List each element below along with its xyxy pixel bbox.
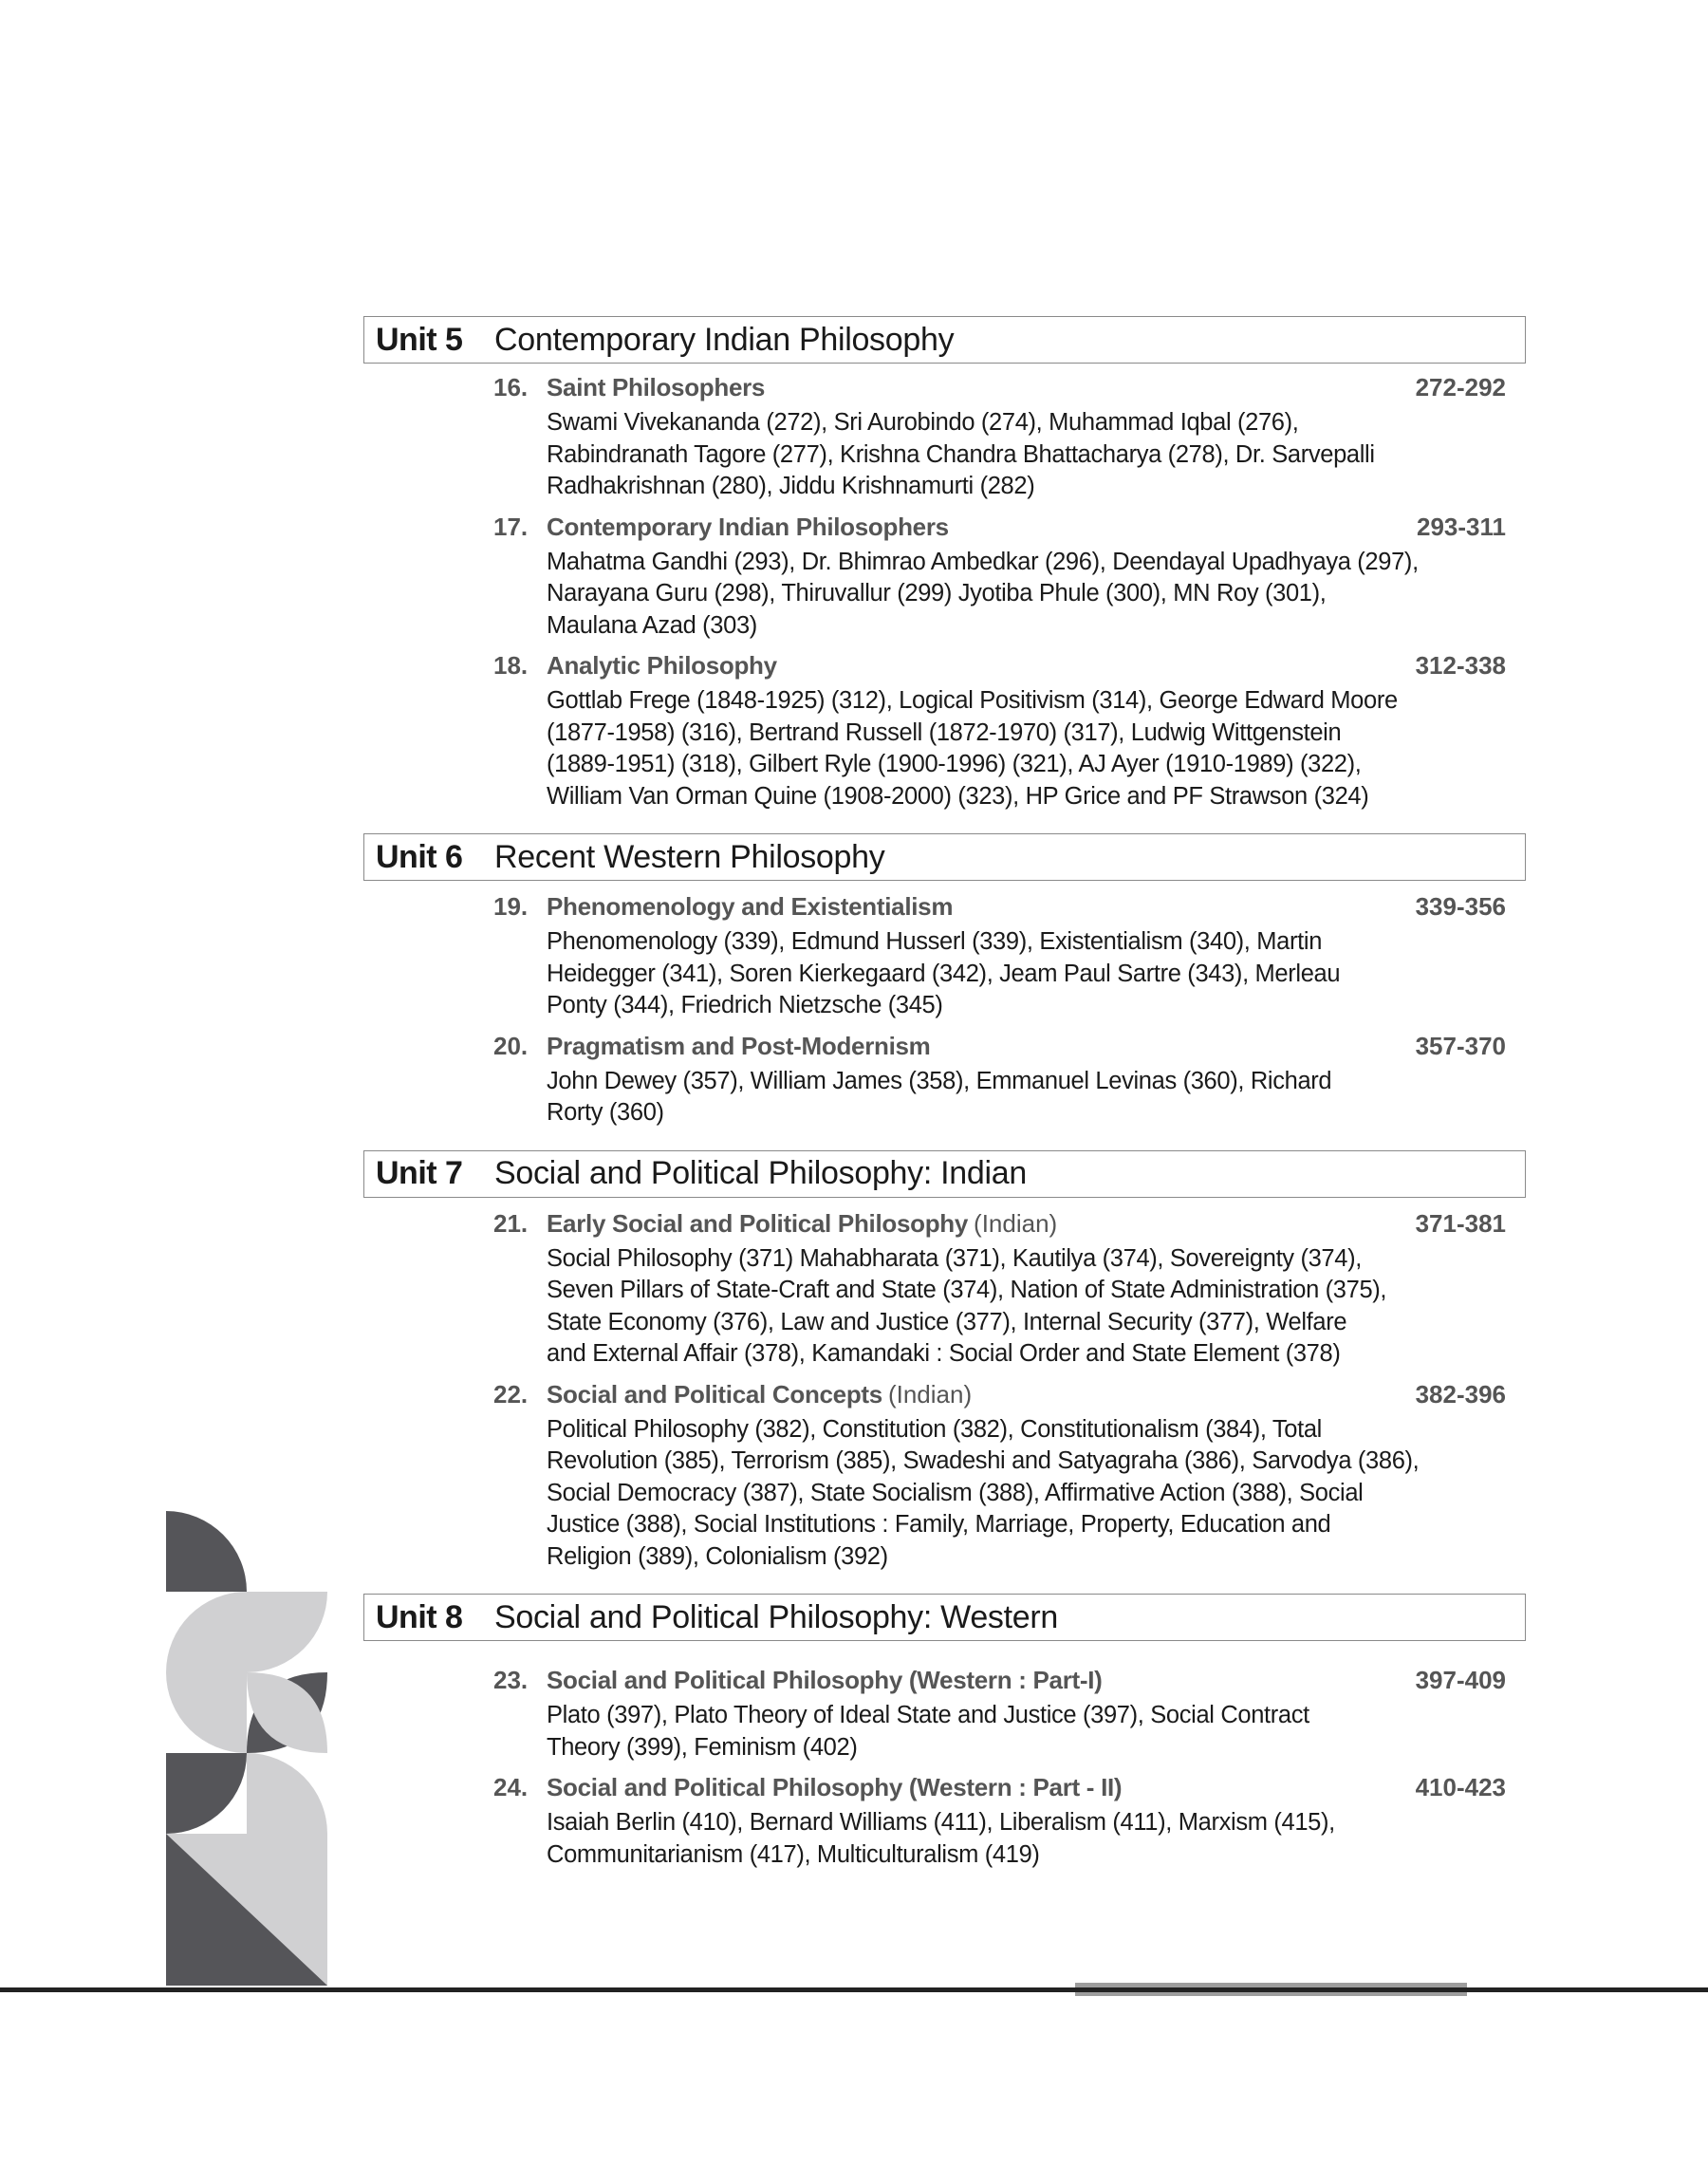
topic-line: Mahatma Gandhi (293), Dr. Bhimrao Ambedkar (296), Deendayal Upadhyaya (297), bbox=[547, 548, 1419, 575]
chapter-entry bbox=[493, 513, 1506, 643]
topic-line: Theory (399), Feminism (402) bbox=[547, 1733, 858, 1761]
unit-header bbox=[363, 833, 1526, 881]
chapter-number: 23. bbox=[493, 1666, 529, 1694]
topic-line: Plato (397), Plato Theory of Ideal State and Justice (397), Social Contract bbox=[547, 1702, 1309, 1728]
topic-line: John Dewey (357), William James (358), Emmanuel Levinas (360), Richard bbox=[547, 1067, 1332, 1094]
chapter-topics bbox=[547, 926, 1506, 1022]
chapter-heading bbox=[493, 892, 1506, 926]
deco-dark-quarter-circle-lower bbox=[166, 1753, 247, 1834]
topic-line: (1877-1958) (316), Bertrand Russell (1872-1970) (317), Ludwig Wittgenstein bbox=[547, 718, 1342, 746]
chapter-title-suffix: (Indian) bbox=[974, 1208, 1058, 1238]
chapter-entry bbox=[493, 373, 1506, 503]
chapter-number: 17. bbox=[493, 512, 529, 541]
bottom-rule bbox=[0, 1987, 1708, 1992]
deco-light-quarter-circle-lower bbox=[247, 1753, 327, 1834]
chapter-page-range: 312-338 bbox=[1415, 651, 1506, 680]
chapter-topics bbox=[547, 1243, 1506, 1371]
chapter-page-range: 397-409 bbox=[1415, 1666, 1506, 1694]
deco-light-quarter-circle bbox=[247, 1592, 327, 1672]
chapter-heading bbox=[493, 651, 1506, 685]
chapter-title: Saint Philosophers bbox=[547, 373, 766, 401]
chapter-title: Phenomenology and Existentialism bbox=[547, 892, 954, 921]
chapter-topics bbox=[547, 1066, 1506, 1129]
chapter-entry bbox=[493, 1666, 1506, 1763]
chapter-topics bbox=[547, 1807, 1506, 1871]
chapter-number: 19. bbox=[493, 892, 529, 921]
chapter-title: Contemporary Indian Philosophers bbox=[547, 512, 949, 541]
unit-title: Social and Political Philosophy: Western bbox=[494, 1598, 1059, 1635]
unit-number: Unit 8 bbox=[376, 1598, 463, 1635]
unit-number: Unit 7 bbox=[376, 1155, 463, 1191]
unit-header bbox=[363, 1150, 1526, 1198]
chapter-page-range: 357-370 bbox=[1415, 1031, 1506, 1060]
topic-line: Rorty (360) bbox=[547, 1099, 664, 1126]
table-of-contents bbox=[363, 316, 1526, 1871]
unit-title: Recent Western Philosophy bbox=[494, 838, 885, 875]
chapter-heading bbox=[493, 1380, 1506, 1414]
topic-line: Maulana Azad (303) bbox=[547, 611, 757, 639]
chapter-number: 16. bbox=[493, 373, 529, 401]
unit-header bbox=[363, 316, 1526, 364]
topic-line: Religion (389), Colonialism (392) bbox=[547, 1542, 888, 1570]
chapter-entry bbox=[493, 651, 1506, 812]
chapter-topics bbox=[547, 547, 1506, 643]
topic-line: (1889-1951) (318), Gilbert Ryle (1900-1996) (321), AJ Ayer (1910-1989) (322), bbox=[547, 751, 1362, 777]
chapter-title: Social and Political Philosophy (Western : Part - II) bbox=[547, 1773, 1123, 1801]
decoration-shapes bbox=[166, 1511, 327, 1986]
chapter-topics bbox=[547, 685, 1506, 812]
topic-line: Radhakrishnan (280), Jiddu Krishnamurti (282) bbox=[547, 473, 1035, 499]
chapter-entry bbox=[493, 1032, 1506, 1129]
chapter-heading bbox=[493, 1666, 1506, 1700]
chapter-title: Early Social and Political Philosophy bbox=[547, 1208, 969, 1238]
topic-line: Narayana Guru (298), Thiruvallur (299) Jyotiba Phule (300), MN Roy (301), bbox=[547, 580, 1327, 606]
chapter-page-range: 371-381 bbox=[1415, 1208, 1506, 1238]
chapter-number: 20. bbox=[493, 1031, 529, 1060]
chapter-page-range: 293-311 bbox=[1417, 512, 1506, 541]
chapter-heading bbox=[493, 1773, 1506, 1807]
chapter-entry bbox=[493, 1209, 1506, 1371]
chapter-title: Social and Political Philosophy (Western : Part-I) bbox=[547, 1666, 1103, 1694]
unit-title: Social and Political Philosophy: Indian bbox=[494, 1155, 1027, 1191]
topic-line: Political Philosophy (382), Constitution (382), Constitutionalism (384), Total bbox=[547, 1415, 1322, 1443]
chapter-number: 22. bbox=[493, 1379, 529, 1409]
topic-line: Social Democracy (387), State Socialism (388), Affirmative Action (388), Social bbox=[547, 1479, 1364, 1506]
chapter-page-range: 272-292 bbox=[1415, 373, 1506, 401]
chapter-entry bbox=[493, 1773, 1506, 1871]
topic-line: Heidegger (341), Soren Kierkegaard (342), Jeam Paul Sartre (343), Merleau bbox=[547, 960, 1341, 987]
topic-line: William Van Orman Quine (1908-2000) (323), HP Grice and PF Strawson (324) bbox=[547, 782, 1369, 810]
chapter-topics bbox=[547, 1414, 1506, 1574]
unit-section bbox=[363, 1150, 1526, 1574]
topic-line: Gottlab Frege (1848-1925) (312), Logical Positivism (314), George Edward Moore bbox=[547, 687, 1398, 714]
topic-line: Phenomenology (339), Edmund Husserl (339), Existentialism (340), Martin bbox=[547, 928, 1323, 955]
chapter-entry bbox=[493, 892, 1506, 1022]
topic-line: Communitarianism (417), Multiculturalism (419) bbox=[547, 1840, 1040, 1868]
topic-line: Rabindranath Tagore (277), Krishna Chandra Bhattacharya (278), Dr. Sarvepalli bbox=[547, 440, 1375, 468]
topic-line: Ponty (344), Friedrich Nietzsche (345) bbox=[547, 992, 943, 1018]
chapter-number: 18. bbox=[493, 651, 529, 680]
unit-section bbox=[363, 1594, 1526, 1871]
unit-number: Unit 5 bbox=[376, 321, 463, 358]
topic-line: Justice (388), Social Institutions : Family, Marriage, Property, Education and bbox=[547, 1511, 1331, 1538]
chapter-topics bbox=[547, 407, 1506, 503]
chapter-title: Social and Political Concepts bbox=[547, 1379, 882, 1409]
unit-section bbox=[363, 833, 1526, 1129]
chapter-page-range: 410-423 bbox=[1415, 1773, 1506, 1801]
chapter-topics bbox=[547, 1700, 1506, 1763]
topic-line: Seven Pillars of State-Craft and State (374), Nation of State Administration (375), bbox=[547, 1277, 1387, 1303]
chapter-title: Pragmatism and Post-Modernism bbox=[547, 1031, 931, 1060]
unit-number: Unit 6 bbox=[376, 838, 463, 875]
topic-line: and External Affair (378), Kamandaki : Social Order and State Element (378) bbox=[547, 1340, 1341, 1367]
deco-dark-quarter-circle bbox=[166, 1511, 247, 1592]
chapter-heading bbox=[493, 1209, 1506, 1243]
chapter-entry bbox=[493, 1380, 1506, 1574]
chapter-number: 24. bbox=[493, 1773, 529, 1801]
chapter-page-range: 339-356 bbox=[1415, 892, 1506, 921]
topic-line: Swami Vivekananda (272), Sri Aurobindo (274), Muhammad Iqbal (276), bbox=[547, 409, 1299, 436]
unit-section bbox=[363, 316, 1526, 812]
unit-header bbox=[363, 1594, 1526, 1641]
topic-line: Social Philosophy (371) Mahabharata (371), Kautilya (374), Sovereignty (374), bbox=[547, 1244, 1362, 1272]
chapter-number: 21. bbox=[493, 1208, 529, 1238]
topic-line: State Economy (376), Law and Justice (377), Internal Security (377), Welfare bbox=[547, 1308, 1347, 1335]
chapter-heading bbox=[493, 1032, 1506, 1066]
topic-line: Isaiah Berlin (410), Bernard Williams (411), Liberalism (411), Marxism (415), bbox=[547, 1809, 1335, 1836]
chapter-heading bbox=[493, 513, 1506, 547]
chapter-page-range: 382-396 bbox=[1415, 1379, 1506, 1409]
chapter-title-suffix: (Indian) bbox=[887, 1379, 973, 1409]
chapter-heading bbox=[493, 373, 1506, 407]
unit-title: Contemporary Indian Philosophy bbox=[494, 321, 955, 358]
geometric-decoration bbox=[166, 1511, 327, 1986]
chapter-title: Analytic Philosophy bbox=[547, 651, 777, 680]
topic-line: Revolution (385), Terrorism (385), Swadeshi and Satyagraha (386), Sarvodya (386), bbox=[547, 1447, 1420, 1474]
deco-light-semicircle bbox=[166, 1592, 247, 1753]
